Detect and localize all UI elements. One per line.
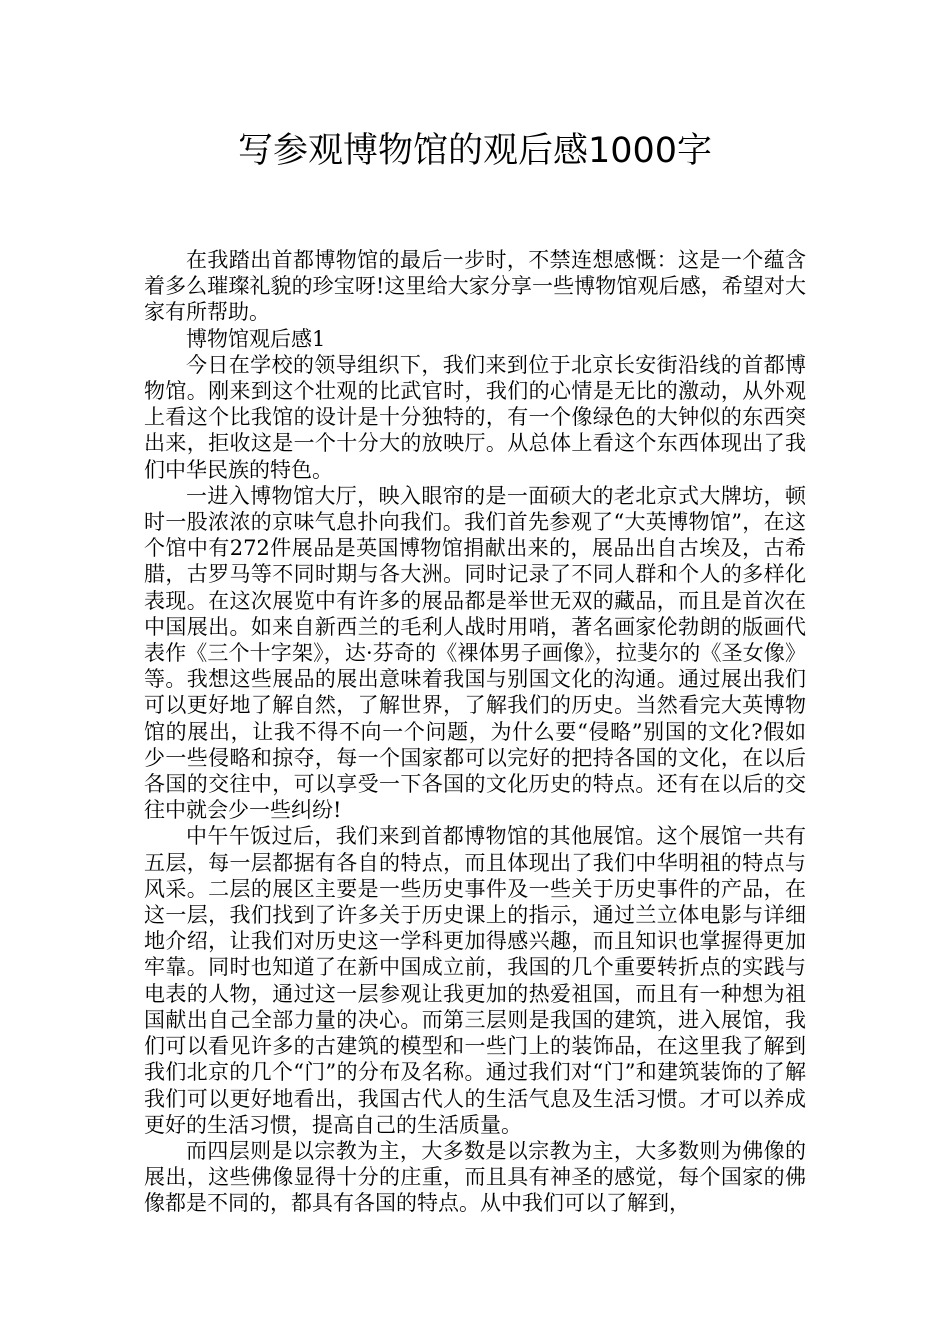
document-title: 写参观博物馆的观后感1000字 — [237, 131, 713, 171]
paragraph: 一进入博物馆大厅，映入眼帘的是一面硕大的老北京式大牌坊，顿时一股浓浓的京味气息扑向我们。我们首先参观了“大英博物馆”，在这个馆中有272件展品是英国博物馆捐献出来的，展品出自古埃及，古希腊，古罗马等不同时期与各大洲。同时记录了不同人群和个人的多样化表现。在这次展览中有许多的展品都是举世无双的藏品，而且是首次在中国展出。如来自新西兰的毛利人战时用哨，著名画家伦勃朗的版画代表作《三个十字架》，达·芬奇的《裸体男子画像》，拉斐尔的《圣女像》等。我想这些展品的展出意味着我国与别国文化的沟通。通过展出我们可以更好地了解自然，了解世界，了解我们的历史。当然看完大英博物馆的展出，让我不得不向一个问题，为什么要“侵略”别国的文化?假如少一些侵略和掠夺，每一个国家都可以完好的把持各国的文化，在以后各国的交往中，可以享受一下各国的文化历史的特点。还有在以后的交往中就会少一些纠纷! — [144, 483, 806, 823]
section-heading: 博物馆观后感1 — [186, 326, 326, 351]
document-body — [144, 247, 806, 1217]
paragraph: 而四层则是以宗教为主，大多数是以宗教为主，大多数则为佛像的展出，这些佛像显得十分的庄重，而且具有神圣的感觉，每个国家的佛像都是不同的，都具有各国的特点。从中我们可以了解到， — [144, 1138, 806, 1216]
paragraph: 中午午饭过后，我们来到首都博物馆的其他展馆。这个展馆一共有五层，每一层都据有各自的特点，而且体现出了我们中华明祖的特点与风采。二层的展区主要是一些历史事件及一些关于历史事件的产品，在这一层，我们找到了许多关于历史课上的指示，通过兰立体电影与详细地介绍，让我们对历史这一学科更加得感兴趣，而且知识也掌握得更加牢靠。同时也知道了在新中国成立前，我国的几个重要转折点的实践与电表的人物，通过这一层参观让我更加的热爱祖国，而且有一种想为祖国献出自己全部力量的决心。而第三层则是我国的建筑，进入展馆，我们可以看见许多的古建筑的模型和一些门上的装饰品，在这里我了解到我们北京的几个“门”的分布及名称。通过我们对“门”和建筑装饰的了解我们可以更好地看出，我国古代人的生活气息及生活习惯。才可以养成更好的生活习惯，提高自己的生活质量。 — [144, 824, 806, 1137]
paragraph-intro: 在我踏出首都博物馆的最后一步时，不禁连想感慨：这是一个蕴含着多么璀璨礼貌的珍宝呀!这里给大家分享一些博物馆观后感，希望对大家有所帮助。 — [144, 248, 806, 325]
paragraph: 今日在学校的领导组织下，我们来到位于北京长安街沿线的首都博物馆。刚来到这个壮观的比武官时，我们的心情是无比的激动，从外观上看这个比我馆的设计是十分独特的，有一个像绿色的大钟似的东西突出来，拒收这是一个十分大的放映厅。从总体上看这个东西体现出了我们中华民族的特色。 — [144, 352, 806, 482]
